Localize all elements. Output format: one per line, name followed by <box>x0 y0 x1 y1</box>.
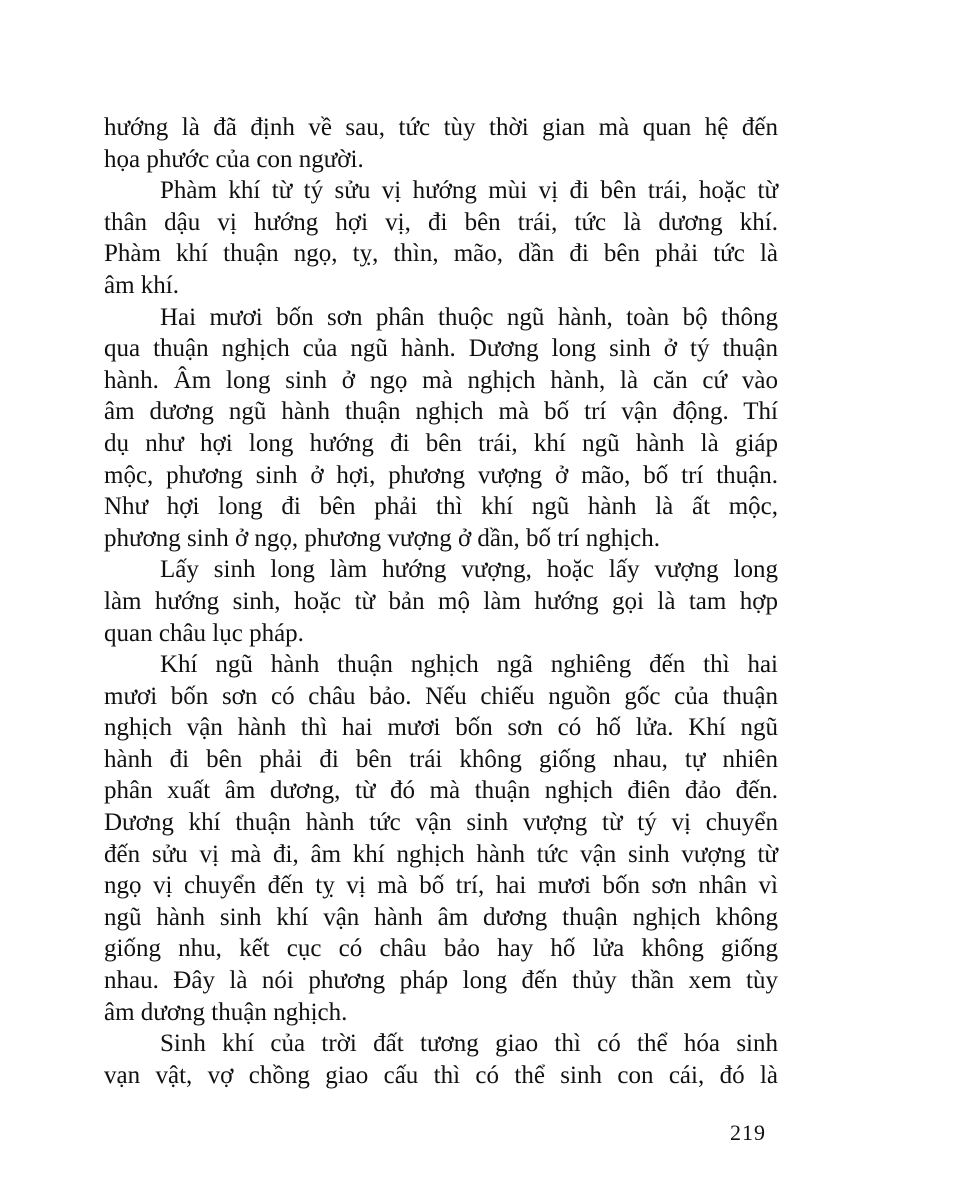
text-line: Hai mươi bốn sơn phân thuộc ngũ hành, toàn bộ thông <box>160 303 778 331</box>
text-line: phương sinh ở ngọ, phương vượng ở dần, bố trí nghịch. <box>104 524 661 552</box>
text-line: Phàm khí thuận ngọ, tỵ, thìn, mão, dần đi bên phải tức là <box>104 240 778 268</box>
paragraph <box>104 175 778 301</box>
text-line: vạn vật, vợ chồng giao cấu thì có thể sinh con cái, đó là <box>104 1061 778 1089</box>
text-line: hướng là đã định về sau, tức tùy thời gian mà quan hệ đến <box>104 114 778 141</box>
text-line: quan châu lục pháp. <box>104 619 304 647</box>
text-line: Sinh khí của trời đất tương giao thì có thể hóa sinh <box>160 1030 778 1058</box>
text-line: Khí ngũ hành thuận nghịch ngã nghiêng đến thì hai <box>160 651 778 679</box>
text-line: Phàm khí từ tý sửu vị hướng mùi vị đi bên trái, hoặc từ <box>160 177 778 205</box>
text-line: âm khí. <box>104 271 179 299</box>
text-line: nhau. Đây là nói phương pháp long đến thủy thần xem tùy <box>104 967 778 995</box>
page-number: 219 <box>730 1120 766 1145</box>
text-line: làm hướng sinh, hoặc từ bản mộ làm hướng gọi là tam hợp <box>104 587 778 615</box>
text-line: Như hợi long đi bên phải thì khí ngũ hành là ất mộc, <box>104 493 778 521</box>
body-text <box>104 112 778 1091</box>
text-line: Dương khí thuận hành tức vận sinh vượng từ tý vị chuyển <box>104 809 778 837</box>
text-line: đến sửu vị mà đi, âm khí nghịch hành tức vận sinh vượng từ <box>104 840 778 868</box>
text-line: âm dương thuận nghịch. <box>104 998 348 1026</box>
text-line: phân xuất âm dương, từ đó mà thuận nghịch điên đảo đến. <box>104 777 778 805</box>
text-line: hành đi bên phải đi bên trái không giống nhau, tự nhiên <box>104 745 778 773</box>
text-line: dụ như hợi long hướng đi bên trái, khí ngũ hành là giáp <box>104 429 778 457</box>
paragraph <box>104 649 778 1028</box>
text-line: thân dậu vị hướng hợi vị, đi bên trái, tức là dương khí. <box>104 208 778 236</box>
text-line: qua thuận nghịch của ngũ hành. Dương long sinh ở tý thuận <box>104 335 778 363</box>
text-line: giống nhu, kết cục có châu bảo hay hố lửa không giống <box>104 935 778 963</box>
text-line: mươi bốn sơn có châu bảo. Nếu chiếu nguồn gốc của thuận <box>104 682 778 710</box>
text-line: mộc, phương sinh ở hợi, phương vượng ở mão, bố trí thuận. <box>104 461 778 489</box>
text-line: âm dương ngũ hành thuận nghịch mà bố trí vận động. Thí <box>104 398 778 426</box>
text-line: họa phước của con người. <box>104 145 364 173</box>
text-line: hành. Âm long sinh ở ngọ mà nghịch hành, là căn cứ vào <box>104 366 778 394</box>
paragraph <box>104 1028 778 1091</box>
text-line: ngọ vị chuyển đến tỵ vị mà bố trí, hai mươi bốn sơn nhân vì <box>104 872 778 900</box>
paragraph <box>104 554 778 649</box>
paragraph <box>104 112 778 175</box>
text-line: Lấy sinh long làm hướng vượng, hoặc lấy vượng long <box>160 556 778 584</box>
text-line: ngũ hành sinh khí vận hành âm dương thuận nghịch không <box>104 903 778 931</box>
paragraph <box>104 302 778 555</box>
text-line: nghịch vận hành thì hai mươi bốn sơn có hố lửa. Khí ngũ <box>104 714 778 742</box>
